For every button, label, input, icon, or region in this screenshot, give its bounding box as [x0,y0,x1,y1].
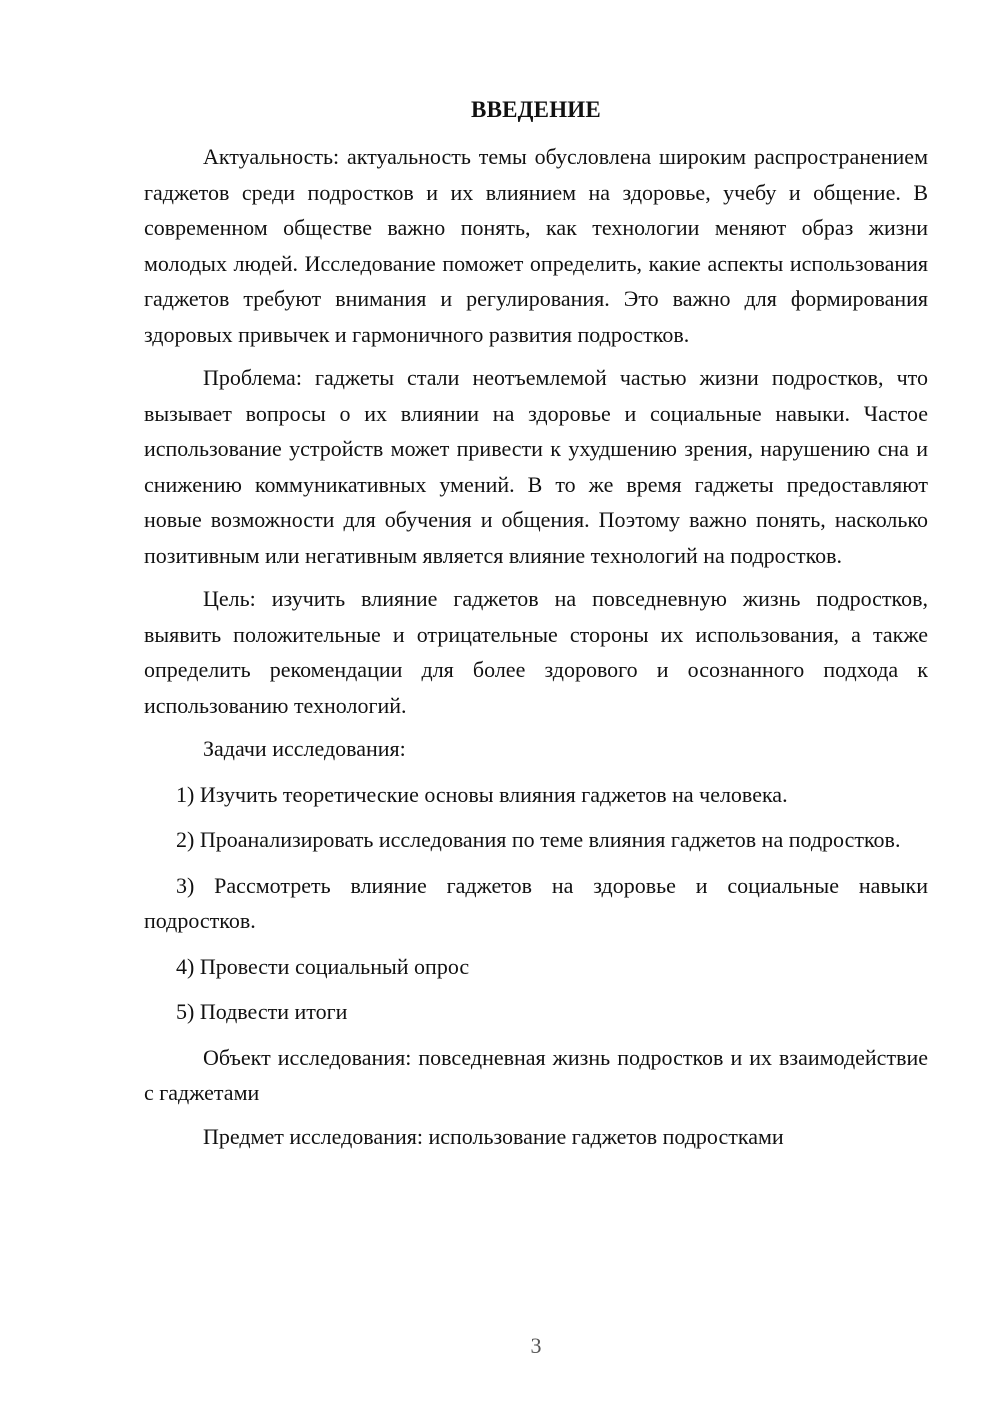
tasks-heading: Задачи исследования: [203,736,406,761]
goal-paragraph: Цель: изучить влияние гаджетов на повседневную жизнь подростков, выявить положительные и отрицательные стороны их использования, а также определить рекомендации для более здорового и осознанного подхода к использованию технологий. [144,586,928,718]
task-item-3: 3) Рассмотреть влияние гаджетов на здоровье и социальные навыки подростков. [144,872,928,933]
task-item-2: 2) Проанализировать исследования по теме влияния гаджетов на подростков. [176,827,901,852]
task-item-4: 4) Провести социальный опрос [176,953,470,979]
subject-paragraph: Предмет исследования: использование гаджетов подростками [203,1123,784,1149]
task-item-5: 5) Подвести итоги [176,999,348,1024]
page-number: 3 [530,1333,542,1358]
relevance-paragraph: Актуальность: актуальность темы обусловлена широким распространением гаджетов среди подростков и их влиянием на здоровье, учебу и общение. В современном обществе важно понять, как технологии меняют образ жизни молодых людей. Исследование поможет определить, какие аспекты использования гаджетов требуют внимания и регулирования. Это важно для формирования здоровых привычек и гармоничного развития подростков. [144,144,928,347]
section-title: ВВЕДЕНИЕ [471,97,601,122]
document-page [144,95,928,1162]
task-item-1: 1) Изучить теоретические основы влияния гаджетов на человека. [176,781,788,807]
object-paragraph: Объект исследования: повседневная жизнь подростков и их взаимодействие с гаджетами [144,1044,928,1105]
problem-paragraph: Проблема: гаджеты стали неотъемлемой частью жизни подростков, что вызывает вопросы о их влиянии на здоровье и социальные навыки. Частое использование устройств может привести к ухудшению зрения, нарушению сна и снижению коммуникативных умений. В то же время гаджеты предоставляют новые возможности для обучения и общения. Поэтому важно понять, насколько позитивным или негативным является влияние технологий на подростков. [144,365,928,568]
